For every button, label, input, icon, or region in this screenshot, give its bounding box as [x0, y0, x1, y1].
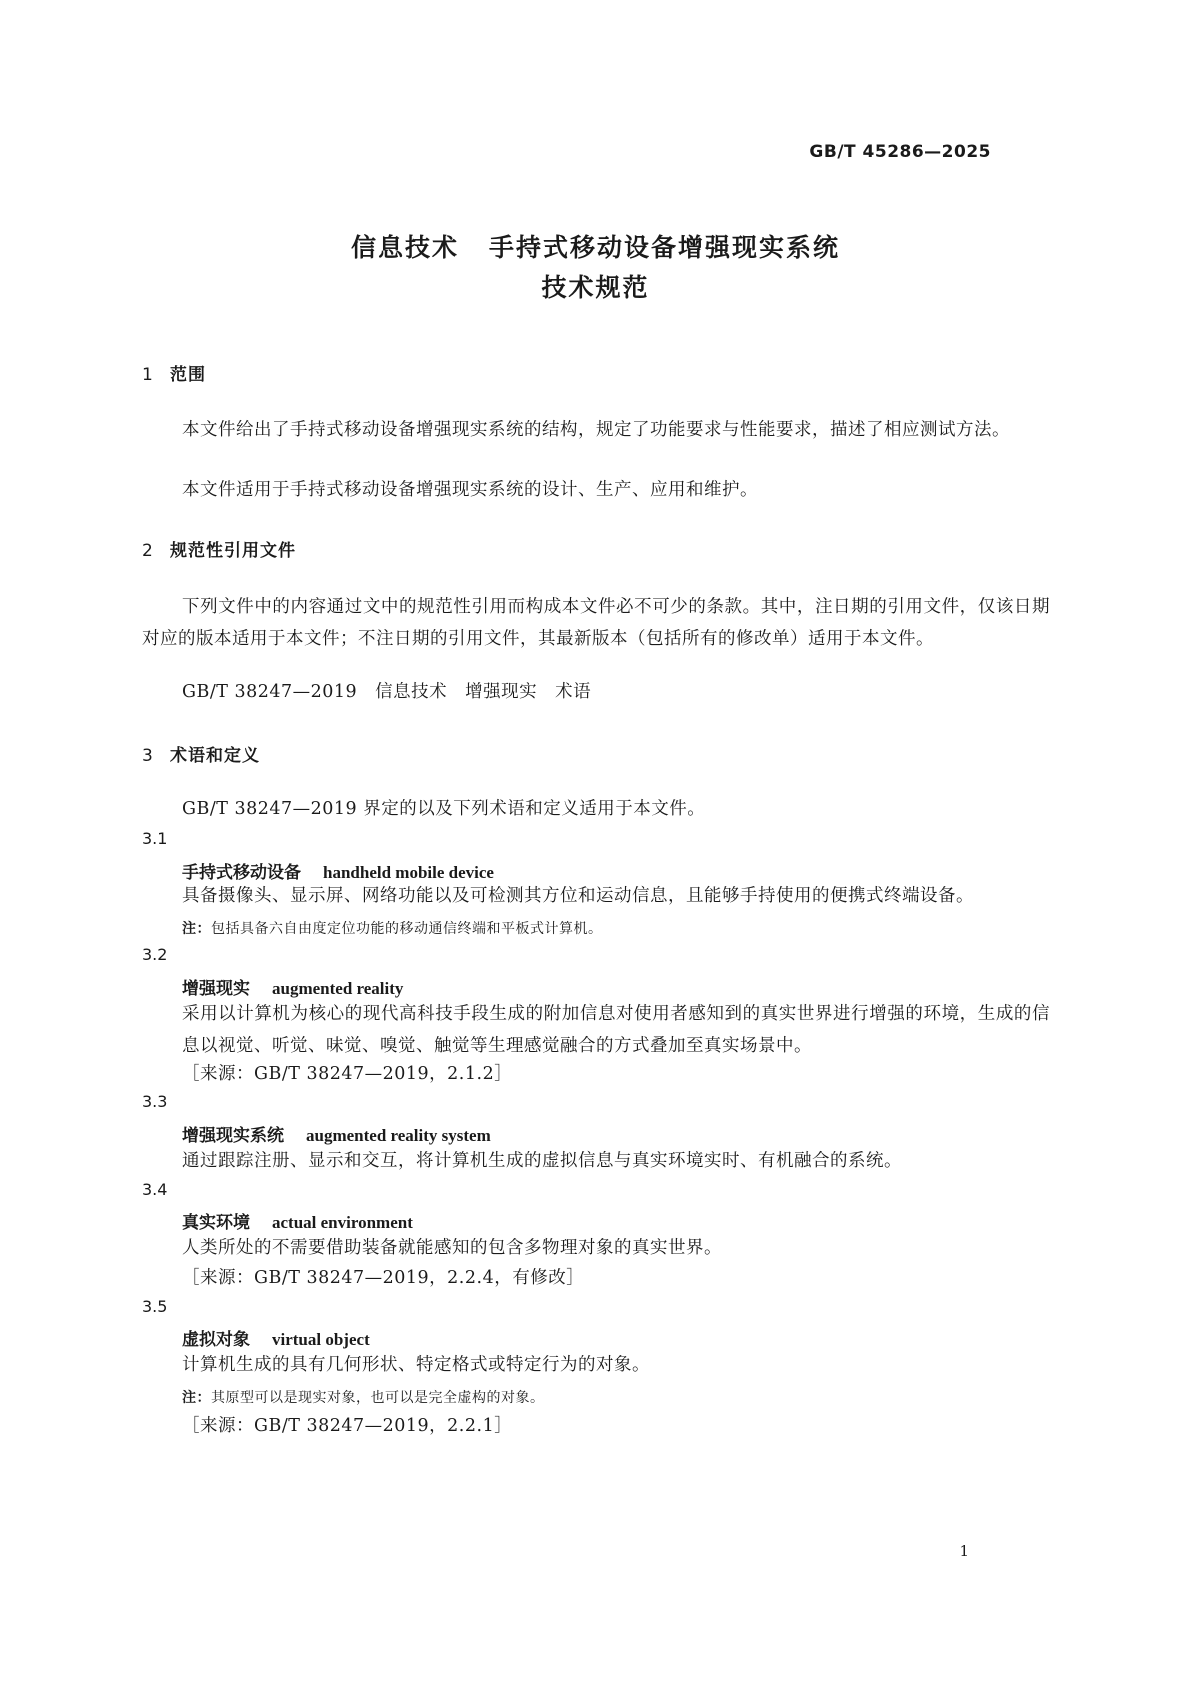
section-number: 1	[142, 365, 154, 385]
section-3-heading	[142, 741, 260, 766]
term-en: augmented reality	[272, 979, 404, 998]
term-source: ［来源：GB/T 38247—2019，2.1.2］	[182, 1064, 513, 1084]
term-heading	[182, 1325, 370, 1350]
section-3-intro: GB/T 38247—2019 界定的以及下列术语和定义适用于本文件。	[182, 799, 706, 819]
term-heading	[182, 1121, 491, 1146]
section-1-paragraph-1: 本文件给出了手持式移动设备增强现实系统的结构，规定了功能要求与性能要求，描述了相应测试方法。	[182, 420, 1010, 440]
note-text: 包括具备六自由度定位功能的移动通信终端和平板式计算机。	[211, 921, 603, 937]
term-source: ［来源：GB/T 38247—2019，2.2.1］	[182, 1416, 513, 1436]
term-number: 3.4	[142, 1180, 168, 1199]
section-title: 术语和定义	[170, 746, 260, 766]
term-en: handheld mobile device	[323, 863, 494, 882]
term-heading	[182, 1208, 413, 1233]
term-source: ［来源：GB/T 38247—2019，2.2.4，有修改］	[182, 1268, 585, 1288]
term-definition: 通过跟踪注册、显示和交互，将计算机生成的虚拟信息与真实环境实时、有机融合的系统。	[182, 1151, 902, 1171]
title-part1: 信息技术	[350, 233, 459, 262]
term-number: 3.5	[142, 1297, 168, 1316]
term-number: 3.1	[142, 829, 168, 848]
section-number: 3	[142, 746, 154, 766]
term-heading	[182, 858, 494, 883]
term-en: virtual object	[272, 1330, 370, 1349]
document-title-line1	[0, 228, 1191, 264]
section-1-heading	[142, 360, 206, 385]
standard-number: GB/T 45286—2025	[809, 142, 991, 162]
term-number: 3.3	[142, 1092, 168, 1111]
section-2-heading	[142, 536, 296, 561]
term-heading	[182, 974, 403, 999]
normative-reference: GB/T 38247—2019 信息技术 增强现实 术语	[182, 682, 592, 702]
term-zh: 手持式移动设备	[182, 863, 301, 883]
term-en: actual environment	[272, 1213, 413, 1232]
term-definition: 人类所处的不需要借助装备就能感知的包含多物理对象的真实世界。	[182, 1238, 722, 1258]
term-zh: 增强现实	[182, 979, 250, 999]
document-title-line2: 技术规范	[541, 273, 650, 302]
term-en: augmented reality system	[306, 1126, 491, 1145]
term-definition: 采用以计算机为核心的现代高科技手段生成的附加信息对使用者感知到的真实世界进行增强的环境，生成的信息以视觉、听觉、味觉、嗅觉、触觉等生理感觉融合的方式叠加至真实场景中。	[182, 1004, 1050, 1056]
section-2-paragraph: 下列文件中的内容通过文中的规范性引用而构成本文件必不可少的条款。其中，注日期的引用文件，仅该日期对应的版本适用于本文件；不注日期的引用文件，其最新版本（包括所有的修改单）适用于本文件。	[142, 597, 1050, 649]
term-definition: 计算机生成的具有几何形状、特定格式或特定行为的对象。	[182, 1355, 650, 1375]
term-note	[182, 1387, 545, 1407]
page-number: 1	[959, 1542, 969, 1560]
title-part2: 手持式移动设备增强现实系统	[489, 233, 841, 262]
section-title: 范围	[170, 365, 206, 385]
term-note	[182, 918, 603, 938]
term-zh: 真实环境	[182, 1213, 250, 1233]
term-zh: 虚拟对象	[182, 1330, 250, 1350]
section-1-paragraph-2: 本文件适用于手持式移动设备增强现实系统的设计、生产、应用和维护。	[182, 480, 758, 500]
section-number: 2	[142, 541, 154, 561]
note-label: 注：	[182, 921, 211, 937]
term-definition: 具备摄像头、显示屏、网络功能以及可检测其方位和运动信息，且能够手持使用的便携式终端设备。	[182, 886, 974, 906]
note-text: 其原型可以是现实对象，也可以是完全虚构的对象。	[211, 1390, 545, 1406]
section-title: 规范性引用文件	[170, 541, 296, 561]
note-label: 注：	[182, 1390, 211, 1406]
term-zh: 增强现实系统	[182, 1126, 284, 1146]
term-number: 3.2	[142, 945, 168, 964]
